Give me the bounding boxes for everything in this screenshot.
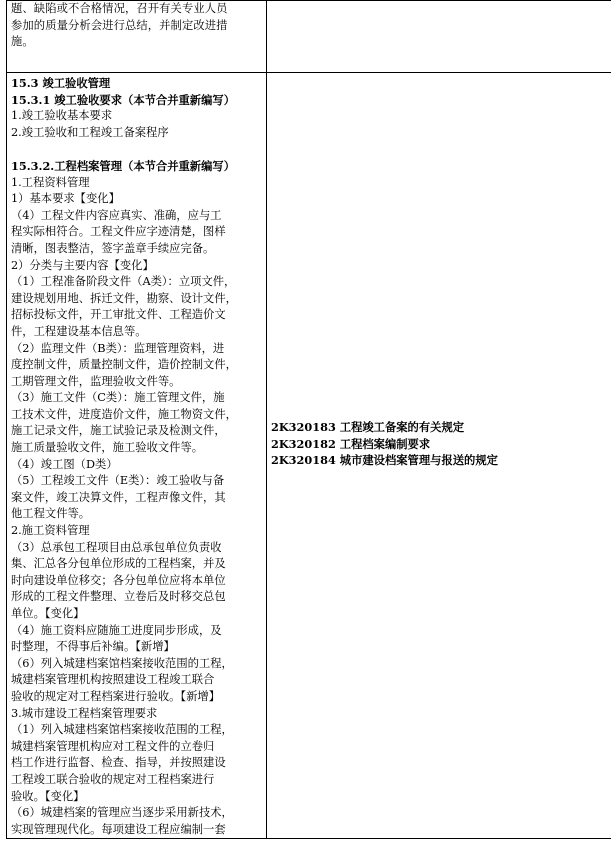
text-line: （1）列入城建档案馆档案接收范围的工程， [11, 723, 233, 737]
text-line: 集、汇总各分包单位形成的工程档案，并及 [11, 557, 226, 571]
text-line: （5）工程竣工文件（E类）：竣工验收与备 [11, 474, 225, 488]
document-table [6, 0, 611, 839]
text-line: 件，工程建设基本信息等。 [11, 324, 147, 338]
text-line: 他工程文件等。 [11, 507, 91, 521]
right-cell [267, 1, 611, 73]
text-line: （6）城建档案的管理应当逐步采用新技术， [11, 806, 233, 820]
right-cell-references [267, 73, 611, 839]
text-line: 2.竣工验收和工程竣工备案程序 [11, 125, 169, 139]
text-line: 验收的规定对工程档案进行验收。【新增】 [11, 689, 220, 703]
text-line: （1）工程准备阶段文件（A类）：立项文件， [11, 275, 236, 289]
text-line: 工程竣工联合验收的规定对工程档案进行 [11, 772, 215, 786]
text-line: （3）总承包工程项目由总承包单位负责收 [11, 540, 222, 554]
text-line: 工期管理文件，监理验收文件等。 [11, 374, 181, 388]
text-line: 程实际相符合。工程文件应字迹清楚，图样 [11, 225, 226, 239]
text-line: 清晰，图表整洁，签字盖章手续应完备。 [11, 241, 215, 255]
text-line: 施工记录文件，施工试验记录及检测文件， [11, 424, 226, 438]
text-line: 城建档案管理机构按照建设工程竣工联合 [11, 673, 215, 687]
text-line: （3）施工文件（C类）：施工管理文件，施 [11, 391, 225, 405]
text-line: 时向建设单位移交；各分包单位应将本单位 [11, 573, 226, 587]
text-line: （4）竣工图（D类） [11, 457, 118, 471]
text-line: 验收。【变化】 [11, 789, 85, 803]
text-line: 单位。【变化】 [11, 607, 85, 620]
text-line: 案文件，竣工决算文件，工程声像文件，其 [11, 490, 226, 504]
text-line: （2）监理文件（B类）：监理管理资料，进 [11, 341, 225, 355]
text-line: 施。 [11, 35, 34, 49]
section-heading: 15.3.2.工程档案管理（本节合并重新编写） [11, 158, 235, 173]
text-line: 1）基本要求【变化】 [11, 192, 120, 206]
table-row [7, 1, 611, 73]
text-line: （4）工程文件内容应真实、准确，应与工 [11, 208, 222, 222]
text-line: （6）列入城建档案馆档案接收范围的工程， [11, 656, 233, 670]
reference-item: 2K320182 工程档案编制要求 [271, 436, 431, 451]
table-row [7, 73, 611, 839]
text-line: 工技术文件，进度造价文件，施工物资文件， [11, 407, 237, 421]
text-line: 建设规划用地、拆迁文件，勘察、设计文件， [11, 291, 237, 305]
text-line: 度控制文件，质量控制文件，造价控制文件， [11, 358, 237, 372]
reference-list [271, 73, 611, 469]
text-line: 题、缺陷或不合格情况，召开有关专业人员 [11, 2, 228, 15]
section-heading: 15.3.1 竣工验收要求（本节合并重新编写） [11, 92, 235, 107]
text-line: 施工质量验收文件，施工验收文件等。 [11, 441, 204, 455]
text-line: 2.施工资料管理 [11, 524, 90, 538]
text-line: 档工作进行监督、检查、指导，并按照建设 [11, 756, 226, 770]
text-line: 2）分类与主要内容【变化】 [11, 258, 154, 272]
text-line: 招标投标文件，开工审批文件、工程造价文 [11, 308, 226, 322]
reference-item: 2K320183 工程竣工备案的有关规定 [271, 420, 465, 434]
left-cell [7, 1, 267, 73]
text-line: 参加的质量分析会进行总结，并制定改进措 [11, 18, 228, 32]
text-line: 时整理，不得事后补编。【新增】 [11, 640, 175, 654]
text-line: 城建档案管理机构应对工程文件的立卷归 [11, 739, 215, 753]
left-cell-content [7, 73, 267, 839]
text-line: 3.城市建设工程档案管理要求 [11, 706, 158, 720]
reference-item: 2K320184 城市建设档案管理与报送的规定 [271, 453, 498, 468]
text-line: 1.竣工验收基本要求 [11, 109, 113, 123]
text-line: 形成的工程文件整理、立卷后及时移交总包 [11, 590, 226, 604]
text-line: 实现管理现代化。每项建设工程应编制一套 [11, 822, 226, 836]
section-heading: 15.3 竣工验收管理 [11, 76, 111, 90]
text-line: （4）施工资料应随施工进度同步形成，及 [11, 623, 222, 637]
text-line [11, 141, 262, 158]
text-line: 1.工程资料管理 [11, 175, 90, 189]
